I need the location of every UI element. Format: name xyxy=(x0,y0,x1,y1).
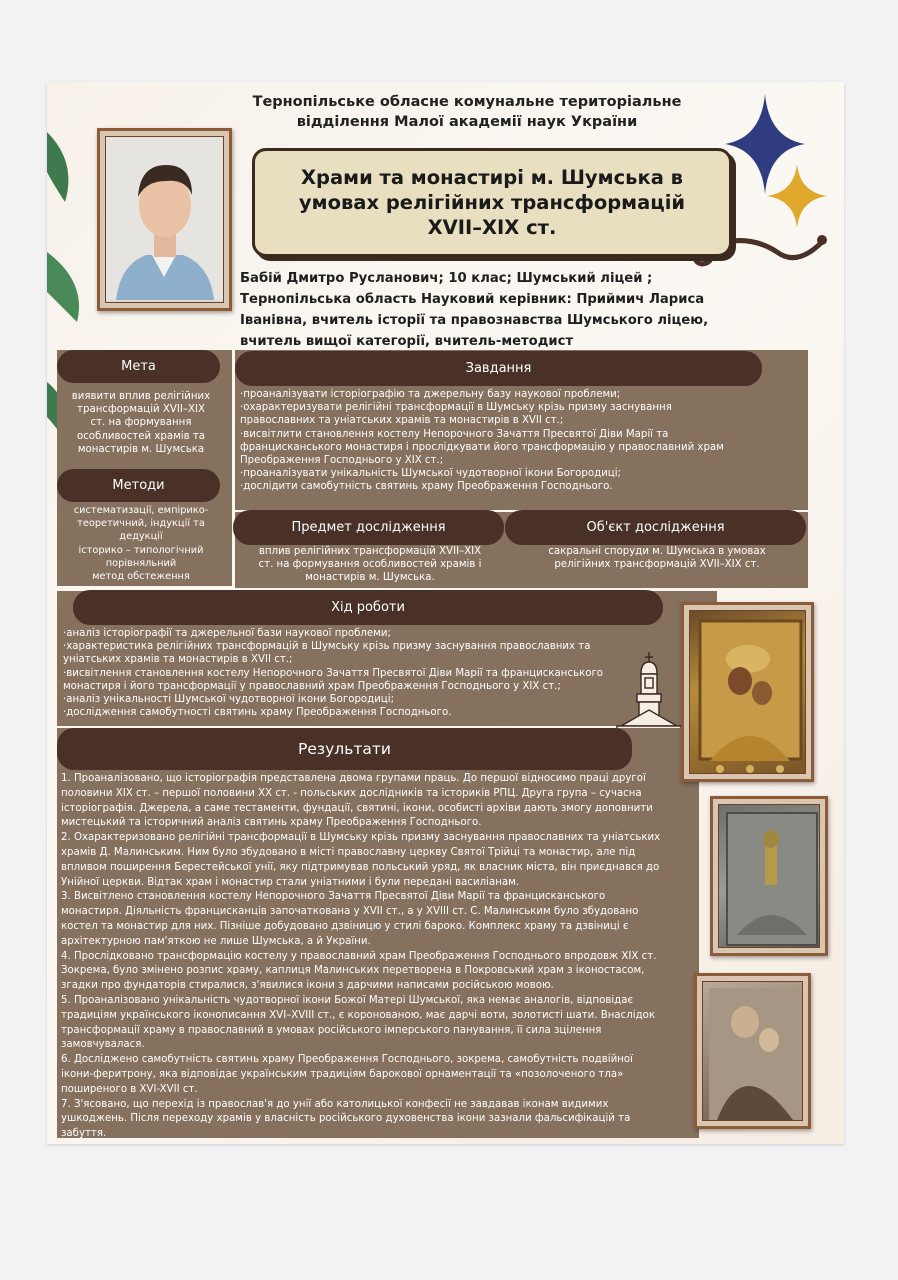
zavdannia-line: православних та уніатських храмів та монастирів в XVII ст.; xyxy=(240,415,564,427)
author-line-4: вчитель вищої категорії, вчитель-методист xyxy=(240,334,574,349)
khid-line: монастиря і його трансформації у православний храм Преображення Господнього у XIX ст.; xyxy=(63,680,561,692)
icon-photo-1-frame xyxy=(681,602,814,782)
metody-text xyxy=(61,504,221,583)
icon-photo-3-frame xyxy=(694,973,811,1129)
meta-line: трансформацій XVII–XIX xyxy=(77,404,205,416)
predmet-line: ст. на формування особливостей храмів і xyxy=(258,559,482,571)
metody-line: метод обстеження xyxy=(92,571,190,583)
meta-line: виявити вплив релігійних xyxy=(71,391,211,402)
rezultaty-line: Унійної церкви. Відтак храм і монастир стали уніатними і були передані василіанам. xyxy=(61,876,520,888)
rezultaty-line: половини XIX ст. – першої половини XX ст. - польських дослідників та істориків РПЦ. Друга група – сучасна xyxy=(61,787,642,799)
meta-line: ст. на формування xyxy=(90,417,192,429)
predmet-text xyxy=(239,545,501,585)
khid-line: ·характеристика релігійних трансформацій в Шумську крізь призму заснування православних та xyxy=(63,641,591,653)
metody-line: порівняльний xyxy=(105,557,177,569)
zavdannia-line: ·дослідити самобутність святинь храму Преображення Господнього. xyxy=(240,481,613,493)
organization-header xyxy=(197,92,737,132)
khid-text xyxy=(63,627,643,719)
rezultaty-line: забуття. xyxy=(61,1128,107,1140)
rezultaty-line: 6. Досліджено самобутність святинь храму Преображення Господнього, зокрема, самобутність подвійної xyxy=(61,1054,633,1066)
obiekt-line: сакральні споруди м. Шумська в умовах xyxy=(548,546,766,557)
meta-line: монастирів м. Шумська xyxy=(77,443,205,455)
star-small-icon xyxy=(767,164,827,228)
rezultaty-line: мистецький та історичний аналіз святинь храму Преображення Господнього. xyxy=(61,817,482,829)
org-line-1: Тернопільське обласне комунальне територіальне xyxy=(252,94,682,110)
predmet-heading: Предмет дослідження xyxy=(233,510,504,545)
metody-heading: Методи xyxy=(57,469,220,502)
icon-photo-1 xyxy=(689,610,806,774)
khid-line: ·дослідження самобутності святинь храму Преображення Господнього. xyxy=(63,707,452,719)
metody-line: дедукції xyxy=(119,531,163,543)
meta-line: особливостей храмів та xyxy=(76,430,206,442)
obiekt-heading: Об'єкт дослідження xyxy=(505,510,806,545)
khid-heading: Хід роботи xyxy=(73,590,663,625)
portrait-photo xyxy=(105,136,224,303)
khid-line: ·аналіз історіографії та джерельної бази наукової проблеми; xyxy=(63,628,391,639)
khid-line: уніатських храмів та монастирів в XVII ст.; xyxy=(63,654,293,666)
zavdannia-line: францисканського монастиря і прослідкувати його трансформацію у православний храм xyxy=(240,441,724,453)
poster-title xyxy=(252,148,732,257)
rezultaty-line: трансформації храму в православний в умовах російського імперського панування, її сила зцілення xyxy=(61,1024,602,1036)
metody-line: систематизації, емпірико- xyxy=(73,505,209,516)
title-line-3: XVII–XIX ст. xyxy=(427,216,557,239)
metody-line: теоретичний, індукції та xyxy=(77,518,205,530)
rezultaty-line: замовчувалася. xyxy=(61,1039,145,1051)
title-line-2: умовах релігійних трансформацій xyxy=(298,191,686,214)
portrait-frame xyxy=(97,128,232,311)
rezultaty-line: 4. Прослідковано трансформацію костелу у православний храм Преображення Господнього впродовж XIX ст. xyxy=(61,950,657,962)
zavdannia-line: ·висвітлити становлення костелу Непорочного Зачаття Пресвятої Діви Марії та xyxy=(240,428,669,440)
rezultaty-line: 7. З'ясовано, що перехід із православ'я до унії або католицької конфесії не завдавав іконам видимих xyxy=(61,1098,609,1110)
icon-photo-2 xyxy=(718,804,820,948)
obiekt-text xyxy=(512,545,802,571)
rezultaty-line: ушкоджень. Після переходу храмів у власність російського духовенства ікони зазнали фальсифікацій та xyxy=(61,1113,631,1125)
zavdannia-line: ·проаналізувати історіографію та джерельну базу наукової проблеми; xyxy=(240,389,621,400)
rezultaty-line: 3. Висвітлено становлення костелу Непорочного Зачаття Пресвятої Діви Марії та францисканського xyxy=(61,891,606,903)
rezultaty-line: монастиря. Діяльність францисканців започаткована у XVII ст., а у XVIII ст. С. Малинським було збудовано xyxy=(61,906,639,918)
zavdannia-line: ·охарактеризувати релігійні трансформації в Шумську крізь призму заснування xyxy=(240,402,672,414)
khid-line: ·аналіз унікальності Шумської чудотворної ікони Богородиці; xyxy=(63,694,395,706)
rezultaty-line: історіографія. Джерела, а саме тестаменти, фундації, святині, ікони, особисті архіви дають змогу доповнити xyxy=(61,802,653,814)
rezultaty-line: 1. Проаналізовано, що історіографія представлена двома групами праць. До першої відносимо праці другої xyxy=(61,773,646,784)
predmet-line: монастирів м. Шумська. xyxy=(305,572,435,584)
icon-photo-3 xyxy=(702,981,803,1121)
zavdannia-heading: Завдання xyxy=(235,351,762,386)
obiekt-line: релігійних трансформацій XVII–XIX ст. xyxy=(554,559,760,571)
icon-photo-2-frame xyxy=(710,796,828,956)
zavdannia-text xyxy=(240,388,805,494)
rezultaty-line: 2. Охарактеризовано релігійні трансформації в Шумську крізь призму заснування православних та уніатських xyxy=(61,832,661,844)
rezultaty-line: 5. Проаналізовано унікальність чудотворної ікони Божої Матері Шумської, яка немає аналогів, відповідає xyxy=(61,994,634,1006)
rezultaty-heading: Результати xyxy=(57,728,632,770)
metody-line: історико – типологічний xyxy=(78,544,204,556)
rezultaty-line: Зокрема, було змінено розпис храму, каплиця Малинських перетворена в Покровський храм з іконостасом, xyxy=(61,965,645,977)
author-line-2: Тернопільська область Науковий керівник: Приймич Лариса xyxy=(240,292,705,307)
rezultaty-line: впливом поширення Берестейської унії, яку підтримував польський уряд, як власник міста, він приєднався до xyxy=(61,861,660,873)
rezultaty-text xyxy=(61,772,701,1142)
rezultaty-line: костел та монастир для них. Пізніше добудовано дзвіницю у стилі бароко. Комплекс храму та дзвіниці є xyxy=(61,920,629,932)
author-line-1: Бабій Дмитро Русланович; 10 клас; Шумський ліцей ; xyxy=(240,271,653,286)
rezultaty-line: поширеного в XVI-XVII ст. xyxy=(61,1083,198,1095)
author-info xyxy=(240,268,752,352)
author-line-3: Іванівна, вчитель історії та правознавства Шумського ліцею, xyxy=(240,313,709,328)
khid-line: ·висвітлення становлення костелу Непорочного Зачаття Пресвятої Діви Марії та францисканського xyxy=(63,667,604,679)
predmet-line: вплив релігійних трансформацій XVII–XIX xyxy=(258,546,482,557)
zavdannia-line: Преображення Господнього у XIX ст.; xyxy=(240,455,444,467)
rezultaty-line: храмів Д. Малинським. Ним було збудовано в місті православну церкву Святої Трійці та монастир, але під xyxy=(61,846,636,858)
title-line-1: Храми та монастирі м. Шумська в xyxy=(300,166,683,189)
meta-heading: Мета xyxy=(57,350,220,383)
meta-text xyxy=(61,390,221,456)
zavdannia-line: ·проаналізувати унікальність Шумської чудотворної ікони Богородиці; xyxy=(240,468,621,480)
rezultaty-line: ікони-феритрону, яка відповідає українським традиціям барокової орнаментації та «позолоченого тла» xyxy=(61,1068,624,1080)
poster xyxy=(47,82,844,1144)
rezultaty-line: згадки про фундаторів стиралися, з'явилися ікони з дарчими написами російською мовою. xyxy=(61,980,554,992)
rezultaty-line: традиціям українського іконописання XVI–XVIII ст., є коронованою, має дарчі воти, золотисті шати. Внаслідок xyxy=(61,1009,656,1021)
rezultaty-line: архітектурною пам'яткою не лише Шумська, а й України. xyxy=(61,935,371,947)
org-line-2: відділення Малої академії наук України xyxy=(296,114,638,130)
